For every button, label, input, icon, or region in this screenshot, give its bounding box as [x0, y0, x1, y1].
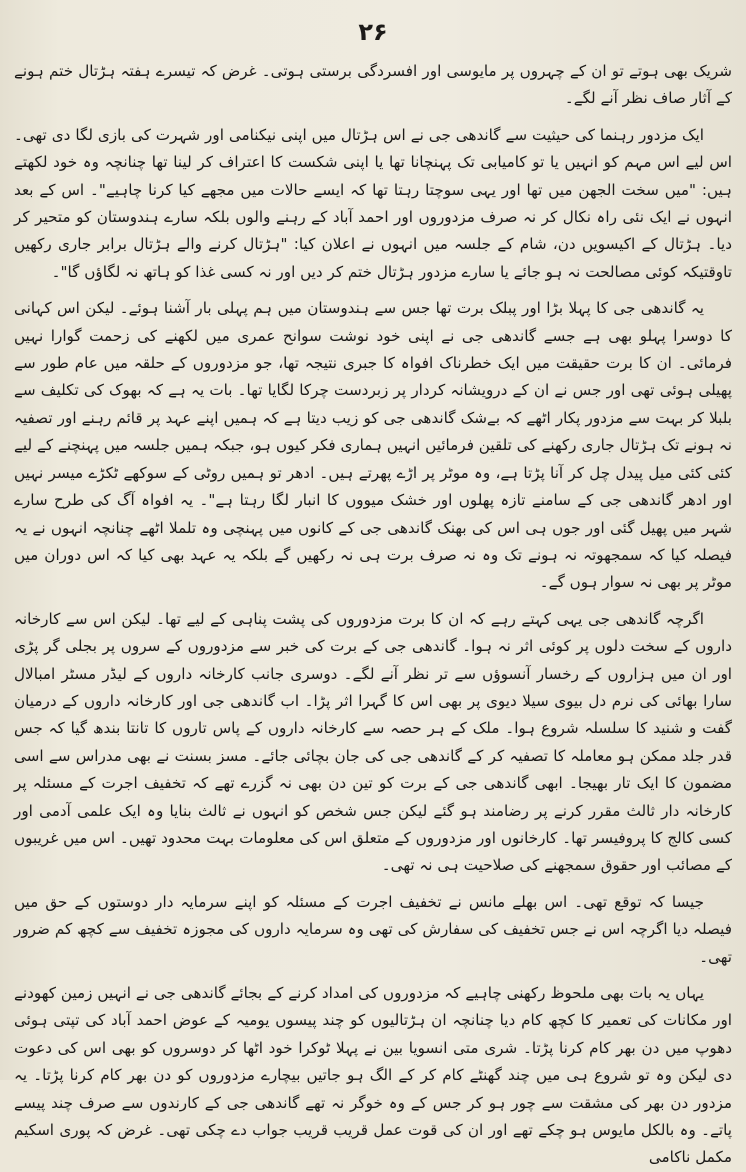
- body-text: [14, 58, 732, 1172]
- paragraph: ایک مزدور رہنما کی حیثیت سے گاندھی جی نے اس ہڑتال میں اپنی نیکنامی اور شہرت کی بازی لگا دی تھی۔ اس لیے اس مہم کو انہیں یا تو کامیابی تک پہنچانا تھا یا اپنی شکست کا اعتراف کر لینا تھا چنانچہ وہ خود لکھتے ہیں: "میں سخت الجھن میں تھا اور یہی سوچتا رہتا تھا کہ ایسے حالات میں مجھے کیا کرنا چاہیے"۔ اس کے بعد انہوں نے ایک نئی راہ نکال کر نہ صرف مزدوروں اور احمد آباد کے رہنے والوں بلکہ سارے ہندوستان کو متحیر کر دیا۔ ہڑتال کے اکیسویں دن، شام کے جلسہ میں انہوں نے اعلان کیا: "ہڑتال کرنے والے ہڑتال برابر جاری رکھیں تاوقتیکہ کوئی مصالحت نہ ہو جائے یا سارے مزدور ہڑتال ختم کر دیں اور نہ کسی غذا کو ہاتھ نہ لگاؤں گا"۔: [14, 125, 732, 281]
- paragraph: یہ گاندھی جی کا پہلا بڑا اور پبلک برت تھا جس سے ہندوستان میں ہم پہلی بار آشنا ہوئے۔ لیکن اس کہانی کا دوسرا پہلو بھی ہے جسے گاندھی جی نے اپنی خود نوشت سوانح عمری میں لکھنے کی زحمت گوارا نہیں فرمائی۔ ان کا برت حقیقت میں ایک خطرناک افواہ کا جبری نتیجہ تھا، جو مزدوروں کے حلقہ میں عام طور سے پھیلی ہوئی تھی اور جس نے ان کے درویشانہ کردار پر زبردست چرکا لگایا تھا۔ بات یہ ہے کہ بھوک کی تکلیف سے بلبلا کر بہت سے مزدور پکار اٹھے کہ بےشک گاندھی جی کو زیب دیتا ہے کہ ہمیں اپنے عہد پر قائم رہنے اور تصفیہ نہ ہونے تک ہڑتال جاری رکھنے کی تلقین فرمائیں انہیں ہماری فکر کیوں ہو، جبکہ ہمیں جلسہ میں پہنچنے کے لیے کئی کئی میل پیدل چل کر آنا پڑتا ہے، وہ موٹر پر اڑے پھرتے ہیں۔ ادھر تو ہمیں روٹی کے سوکھے ٹکڑے میسر نہیں اور ادھر گاندھی جی کے سامنے تازہ پھلوں اور خشک میووں کا انبار لگا رہتا ہے"۔ یہ افواہ آگ کی طرح سارے شہر میں پھیل گئی اور جوں ہی اس کی بھنک گاندھی جی کے کانوں میں پہنچی وہ تلملا اٹھے چنانچہ انہوں نے یہ فیصلہ کیا کہ سمجھوتہ نہ ہونے تک وہ نہ صرف برت ہی نہ رکھیں گے بلکہ یہ عہد بھی کیا کہ اس دوران میں موٹر پر بھی نہ سوار ہوں گے۔: [14, 299, 732, 592]
- page-number: ۲۶: [358, 18, 388, 46]
- paragraph: شریک بھی ہوتے تو ان کے چہروں پر مایوسی اور افسردگی برستی ہوتی۔ غرض کہ تیسرے ہفتہ ہڑتال ختم ہونے کے آثار صاف نظر آنے لگے۔: [14, 62, 732, 108]
- paragraph: جیسا کہ توقع تھی۔ اس بھلے مانس نے تخفیف اجرت کے مسئلہ کو اپنے سرمایہ دار دوستوں کے حق میں فیصلہ دیا اگرچہ اس نے جس تخفیف کی سفارش کی تھی وہ سرمایہ داروں کی مجوزہ تخفیف سے کچھ کم ضرور تھی۔: [14, 892, 732, 966]
- paragraph: یہاں یہ بات بھی ملحوظ رکھنی چاہیے کہ مزدوروں کی امداد کرنے کے بجائے گاندھی جی نے انہیں زمین کھودنے اور مکانات کی تعمیر کا کچھ کام دیا چنانچہ ان ہڑتالیوں کو چند پیسوں یومیہ کے عوض احمد آباد کی تپتی ہوئی دھوپ میں دن بھر کام کرنا پڑتا۔ شری متی انسویا بین نے پہلا ٹوکرا خود اٹھا کر دوسروں کو بھی اس کی دعوت دی لیکن وہ تو شروع ہی میں چند گھنٹے کام کر کے الگ ہو جاتیں بیچارے مزدوروں کو دن بھر کام کرنا پڑتا۔ یہ مزدور دن بھر کی مشقت سے چور ہو کر جس کے وہ خوگر نہ تھے گاندھی جی کے کارندوں سے صرف چند پیسے پاتے۔ وہ بالکل مایوس ہو چکے تھے اور ان کی قوت عمل قریب قریب جواب دے چکی تھی۔ غرض کہ پوری اسکیم مکمل ناکامی: [14, 984, 732, 1167]
- paragraph: اگرچہ گاندھی جی یہی کہتے رہے کہ ان کا برت مزدوروں کی پشت پناہی کے لیے تھا۔ لیکن اس سے کارخانہ داروں کے سخت دلوں پر کوئی اثر نہ ہوا۔ گاندھی جی کے برت کی خبر سے مزدوروں کے سروں پر بجلی گر پڑی اور ان میں ہزاروں کے رخسار آنسوؤں سے تر نظر آنے لگے۔ دوسری جانب کارخانہ داروں کے لیڈر مسٹر امبالال سارا بھائی کی نرم دل بیوی سیلا دیوی پر بھی اس کا گہرا اثر پڑا۔ اب گاندھی جی اور کارخانہ داروں کے درمیان گفت و شنید کا سلسلہ شروع ہوا۔ ملک کے ہر حصہ سے کارخانہ داروں کے پاس تاروں کا تانتا بندھ گیا کہ جس قدر جلد ممکن ہو معاملہ کا تصفیہ کر کے گاندھی جی کی جان بچائی جائے۔ مسز بسنت نے بھی مدراس سے اسی مضمون کا ایک تار بھیجا۔ ابھی گاندھی جی کے برت کو تین دن بھی نہ گزرے تھے کہ تخفیف اجرت کے مسئلہ پر کارخانہ دار ثالث مقرر کرنے پر رضامند ہو گئے لیکن جس شخص کو انہوں نے ثالث بنایا وہ ایک علمی آدمی اور کسی کالج کا پروفیسر تھا۔ کارخانوں اور مزدوروں کے متعلق اس کی معلومات بہت محدود تھیں۔ اس میں غریبوں کے مصائب اور حقوق سمجھنے کی صلاحیت ہی نہ تھی۔: [14, 609, 732, 875]
